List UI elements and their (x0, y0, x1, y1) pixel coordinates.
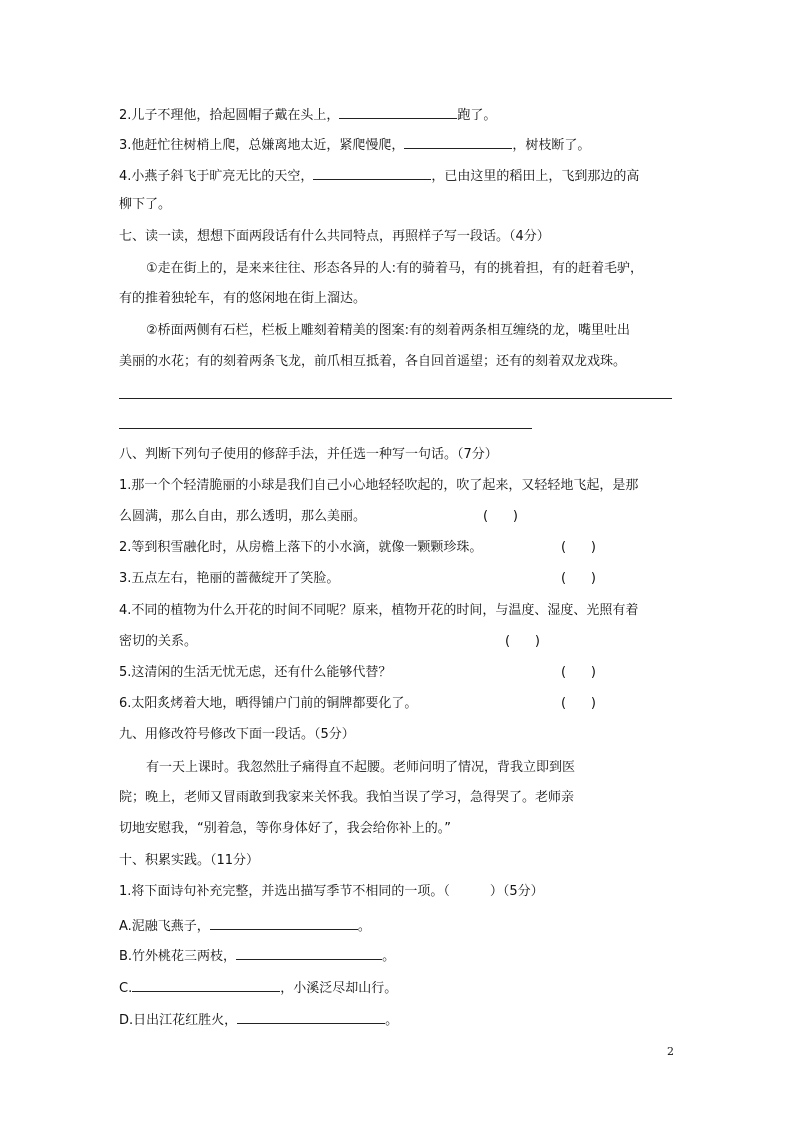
q6-3: 3.他赶忙往树梢上爬，总嫌离地太近，紧爬慢爬， ，树枝断了。 (119, 135, 590, 154)
answer-paren[interactable]: ( ) (483, 509, 518, 524)
s8-q5: 5.这清闲的生活无忧无虑，还有什么能够代替？ (119, 665, 392, 680)
s8-q3: 3.五点左右，艳丽的蔷薇绽开了笑脸。 (119, 571, 340, 586)
answer-paren[interactable]: ( ) (561, 571, 596, 586)
s8-q6: 6.太阳炙烤着大地，晒得铺户门前的铜牌都要化了。 (119, 696, 418, 711)
s7-p2-line2: 美丽的水花；有的刻着两条飞龙，前爪相互抵着，各自回首遥望；还有的刻着双龙戏珠。 (119, 354, 627, 369)
section-9-heading: 九、用修改符号修改下面一段话。（5分） (119, 727, 355, 742)
s10-option-d: D.日出江花红胜火， 。 (119, 1010, 398, 1029)
s7-p1-line1: ①走在街上的，是来来往往、形态各异的人:有的骑着马，有的挑着担，有的赶着毛驴， (146, 261, 644, 276)
answer-rule-2[interactable] (119, 428, 532, 429)
s10-q1: 1.将下面诗句补充完整，并选出描写季节不相同的一项。（ ）（5分） (119, 884, 544, 899)
page-number: 2 (667, 1045, 674, 1058)
answer-blank[interactable] (132, 978, 280, 992)
answer-blank[interactable] (313, 166, 431, 180)
s8-q4-line1: 4.不同的植物为什么开花的时间不同呢？原来，植物开花的时间，与温度、湿度、光照有着 (119, 603, 639, 618)
q6-2: 2.儿子不理他，拾起圆帽子戴在头上， 跑了。 (119, 105, 496, 124)
answer-paren[interactable]: ( ) (505, 634, 540, 649)
section-7-heading: 七、读一读，想想下面两段话有什么共同特点，再照样子写一段话。（4分） (119, 229, 550, 244)
s7-p2-line1: ②桥面两侧有石栏，栏板上雕刻着精美的图案:有的刻着两条相互缠绕的龙，嘴里吐出 (146, 323, 631, 338)
s10-option-b: B.竹外桃花三两枝， 。 (119, 946, 395, 965)
s10-option-c: C. ，小溪泛尽却山行。 (119, 978, 397, 997)
answer-blank[interactable] (339, 105, 457, 119)
s8-q2: 2.等到积雪融化时，从房檐上落下的小水滴，就像一颗颗珍珠。 (119, 540, 483, 555)
answer-paren[interactable]: ( ) (561, 665, 596, 680)
s9-line1: 有一天上课时。我忽然肚子痛得直不起腰。老师问明了情况，背我立即到医 (146, 760, 576, 775)
section-8-heading: 八、判断下列句子使用的修辞手法，并任选一种写一句话。（7分） (119, 447, 498, 462)
s9-line2: 院；晚上，老师又冒雨敢到我家来关怀我。我怕当误了学习，急得哭了。老师亲 (119, 790, 575, 805)
answer-paren[interactable]: ( ) (561, 540, 596, 555)
s10-option-a: A.泥融飞燕子， 。 (119, 916, 371, 935)
s8-q1-line1: 1.那一个个轻清脆丽的小球是我们自己小心地轻轻吹起的，吹了起来，又轻轻地飞起，是那 (119, 478, 639, 493)
section-10-heading: 十、积累实践。（11分） (119, 853, 260, 868)
answer-blank[interactable] (210, 916, 358, 930)
answer-blank[interactable] (236, 946, 382, 960)
answer-paren[interactable]: ( ) (561, 696, 596, 711)
answer-blank[interactable] (237, 1010, 385, 1024)
s9-line3: 切地安慰我，“别着急，等你身体好了，我会给你补上的。” (119, 821, 451, 836)
s7-p1-line2: 有的推着独轮车，有的悠闲地在街上溜达。 (119, 291, 367, 306)
q6-4-cont: 柳下了。 (119, 197, 172, 212)
answer-blank[interactable] (404, 135, 512, 149)
answer-rule-1[interactable] (119, 398, 672, 399)
q6-4: 4.小燕子斜飞于旷亮无比的天空， ，已由这里的稻田上，飞到那边的高 (119, 166, 639, 185)
s8-q4-line2: 密切的关系。 (119, 634, 198, 649)
s8-q1-line2: 么圆满，那么自由，那么透明，那么美丽。 (119, 509, 367, 524)
